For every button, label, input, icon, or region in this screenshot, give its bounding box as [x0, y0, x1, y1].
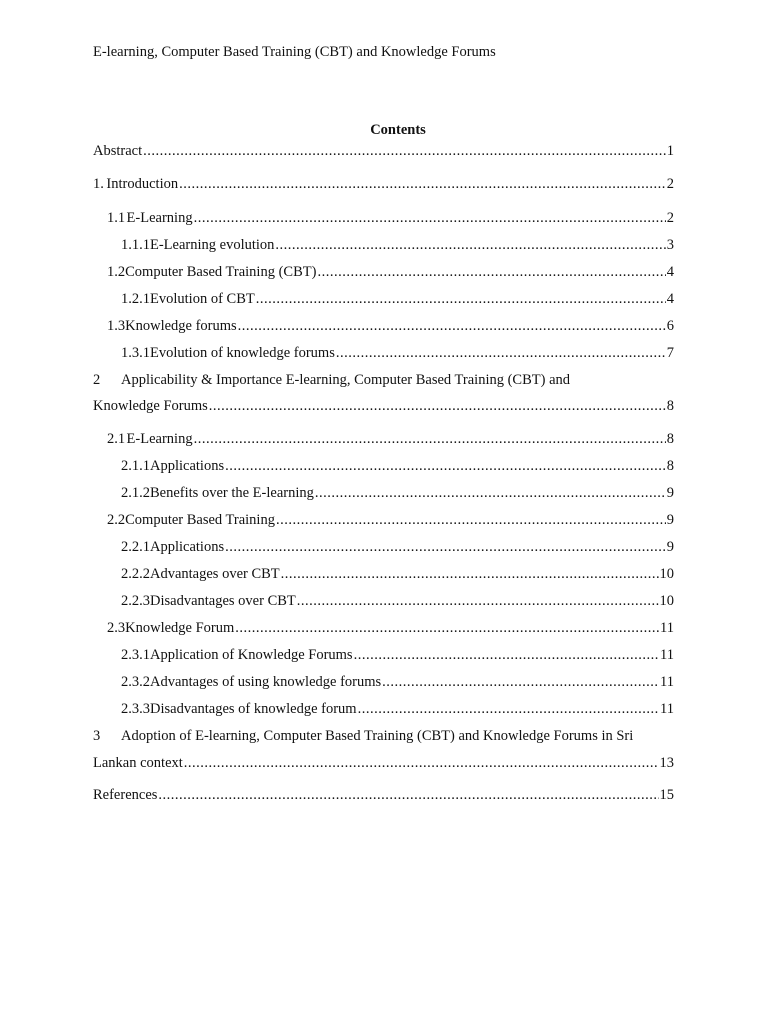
toc-entry-number: 2.2.2 — [121, 566, 150, 582]
toc-entry-2-2-1[interactable] — [93, 539, 674, 559]
toc-entry-number: 1.1 — [107, 210, 126, 226]
toc-entry-label-continuation: Lankan context — [93, 755, 183, 771]
toc-entry-page: 11 — [660, 620, 674, 636]
dot-leader — [382, 674, 659, 691]
dot-leader — [194, 210, 666, 227]
toc-title: Contents — [370, 122, 426, 138]
toc-entry-page: 11 — [660, 701, 674, 717]
toc-entry-label-continuation: Knowledge Forums — [93, 398, 208, 414]
toc-entry-label: Abstract — [93, 143, 143, 159]
dot-leader — [336, 345, 666, 362]
toc-entry-label: Advantages over CBT — [150, 566, 280, 582]
toc-entry-label: E-Learning — [126, 210, 193, 226]
toc-entry-2-1-1[interactable] — [93, 458, 674, 478]
dot-leader — [209, 398, 666, 415]
toc-entry-number: 2.2 — [107, 512, 126, 528]
toc-entry-page: 9 — [666, 485, 674, 501]
toc-entry-introduction[interactable] — [93, 176, 674, 196]
toc-entry-number: 2.1.1 — [121, 458, 150, 474]
toc-entry-2-1[interactable] — [93, 431, 674, 451]
toc-entry-page: 10 — [659, 593, 674, 609]
toc-entry-page: 2 — [666, 176, 674, 192]
toc-entry-page: 10 — [659, 566, 674, 582]
dot-leader — [184, 755, 659, 772]
toc-entry-label: Adoption of E-learning, Computer Based Training (CBT) and Knowledge Forums in Sri — [121, 728, 634, 744]
toc-entry-page: 7 — [666, 345, 674, 361]
toc-entry-page: 4 — [666, 291, 674, 307]
dot-leader — [275, 237, 665, 254]
toc-entry-page: 3 — [666, 237, 674, 253]
dot-leader — [354, 647, 659, 664]
dot-leader — [235, 620, 659, 637]
toc-entry-number: 1.3.1 — [121, 345, 150, 361]
toc-entry-label: Applications — [150, 539, 225, 555]
toc-entry-references[interactable] — [93, 787, 674, 807]
toc-entry-label: Application of Knowledge Forums — [150, 647, 353, 663]
toc-entry-label: Disadvantages of knowledge forum — [150, 701, 357, 717]
toc-entry-page: 6 — [666, 318, 674, 334]
dot-leader — [297, 593, 659, 610]
toc-entry-label: Advantages of using knowledge forums — [150, 674, 382, 690]
toc-entry-label: E-Learning evolution — [150, 237, 275, 253]
toc-entry-label: E-Learning — [126, 431, 193, 447]
toc-entry-page: 11 — [660, 674, 674, 690]
toc-entry-page: 4 — [666, 264, 674, 280]
toc-entry-1-2[interactable] — [93, 264, 674, 284]
toc-entry-label: Computer Based Training — [125, 512, 275, 528]
toc-entry-2-3-3[interactable] — [93, 701, 674, 721]
toc-entry-2-2-3[interactable] — [93, 593, 674, 613]
dot-leader — [238, 318, 666, 335]
dot-leader — [281, 566, 659, 583]
dot-leader — [225, 458, 666, 475]
toc-entry-label: Knowledge Forum — [125, 620, 235, 636]
toc-entry-label: Disadvantages over CBT — [150, 593, 296, 609]
toc-entry-2-3[interactable] — [93, 620, 674, 640]
toc-entry-number: 2.2.3 — [121, 593, 150, 609]
toc-entry-label: Applications — [150, 458, 225, 474]
toc-entry-label: Benefits over the E-learning — [150, 485, 314, 501]
dot-leader — [276, 512, 666, 529]
toc-entry-label: Knowledge forums — [125, 318, 237, 334]
toc-entry-number: 2.3.1 — [121, 647, 150, 663]
toc-entry-page: 13 — [659, 755, 674, 771]
toc-entry-page: 8 — [666, 458, 674, 474]
toc-entry-page: 9 — [666, 539, 674, 555]
toc-entry-1-1[interactable] — [93, 210, 674, 230]
toc-entry-number: 1.2 — [107, 264, 126, 280]
toc-entry-label: Evolution of knowledge forums — [150, 345, 335, 361]
toc-entry-number: 2.2.1 — [121, 539, 150, 555]
toc-entry-number: 2.1 — [107, 431, 126, 447]
toc-entry-2-2-2[interactable] — [93, 566, 674, 586]
dot-leader — [256, 291, 666, 308]
toc-entry-number: 2.3 — [107, 620, 126, 636]
dot-leader — [358, 701, 659, 718]
toc-entry-label: Computer Based Training (CBT) — [125, 264, 317, 280]
toc-entry-2-continuation[interactable] — [93, 398, 674, 418]
toc-entry-label: References — [93, 787, 158, 803]
dot-leader — [158, 787, 658, 804]
toc-entry-1-3-1[interactable] — [93, 345, 674, 365]
toc-entry-page: 11 — [660, 647, 674, 663]
toc-entry-2-1-2[interactable] — [93, 485, 674, 505]
toc-entry-page: 2 — [666, 210, 674, 226]
toc-entry-2-first-line[interactable] — [93, 372, 674, 389]
toc-entry-number: 1. — [93, 176, 104, 192]
toc-entry-2-2[interactable] — [93, 512, 674, 532]
dot-leader — [143, 143, 666, 160]
toc-entry-number: 3 — [93, 728, 101, 744]
toc-entry-label: Evolution of CBT — [150, 291, 255, 307]
toc-entry-1-3[interactable] — [93, 318, 674, 338]
toc-entry-1-1-1[interactable] — [93, 237, 674, 257]
toc-entry-number: 1.2.1 — [121, 291, 150, 307]
dot-leader — [317, 264, 665, 281]
toc-entry-2-3-1[interactable] — [93, 647, 674, 667]
toc-entry-number: 1.3 — [107, 318, 126, 334]
toc-entry-page: 8 — [666, 398, 674, 414]
dot-leader — [315, 485, 666, 502]
toc-entry-abstract[interactable] — [93, 143, 674, 163]
toc-entry-number: 2.1.2 — [121, 485, 150, 501]
toc-entry-3-first-line[interactable] — [93, 728, 674, 745]
toc-entry-page: 15 — [659, 787, 674, 803]
toc-entry-label: Applicability & Importance E-learning, Computer Based Training (CBT) and — [121, 372, 571, 388]
toc-entry-number: 2.3.2 — [121, 674, 150, 690]
toc-entry-page: 9 — [666, 512, 674, 528]
toc-entry-page: 1 — [666, 143, 674, 159]
running-header: E-learning, Computer Based Training (CBT) and Knowledge Forums — [93, 44, 496, 60]
toc-entry-page: 8 — [666, 431, 674, 447]
toc-entry-1-2-1[interactable] — [93, 291, 674, 311]
dot-leader — [179, 176, 666, 193]
toc-entry-number: 2.3.3 — [121, 701, 150, 717]
toc-entry-2-3-2[interactable] — [93, 674, 674, 694]
dot-leader — [194, 431, 666, 448]
toc-entry-number: 2 — [93, 372, 101, 388]
toc-entry-3-continuation[interactable] — [93, 755, 674, 775]
dot-leader — [225, 539, 666, 556]
toc-entry-label: Introduction — [106, 176, 179, 192]
toc-entry-number: 1.1.1 — [121, 237, 150, 253]
